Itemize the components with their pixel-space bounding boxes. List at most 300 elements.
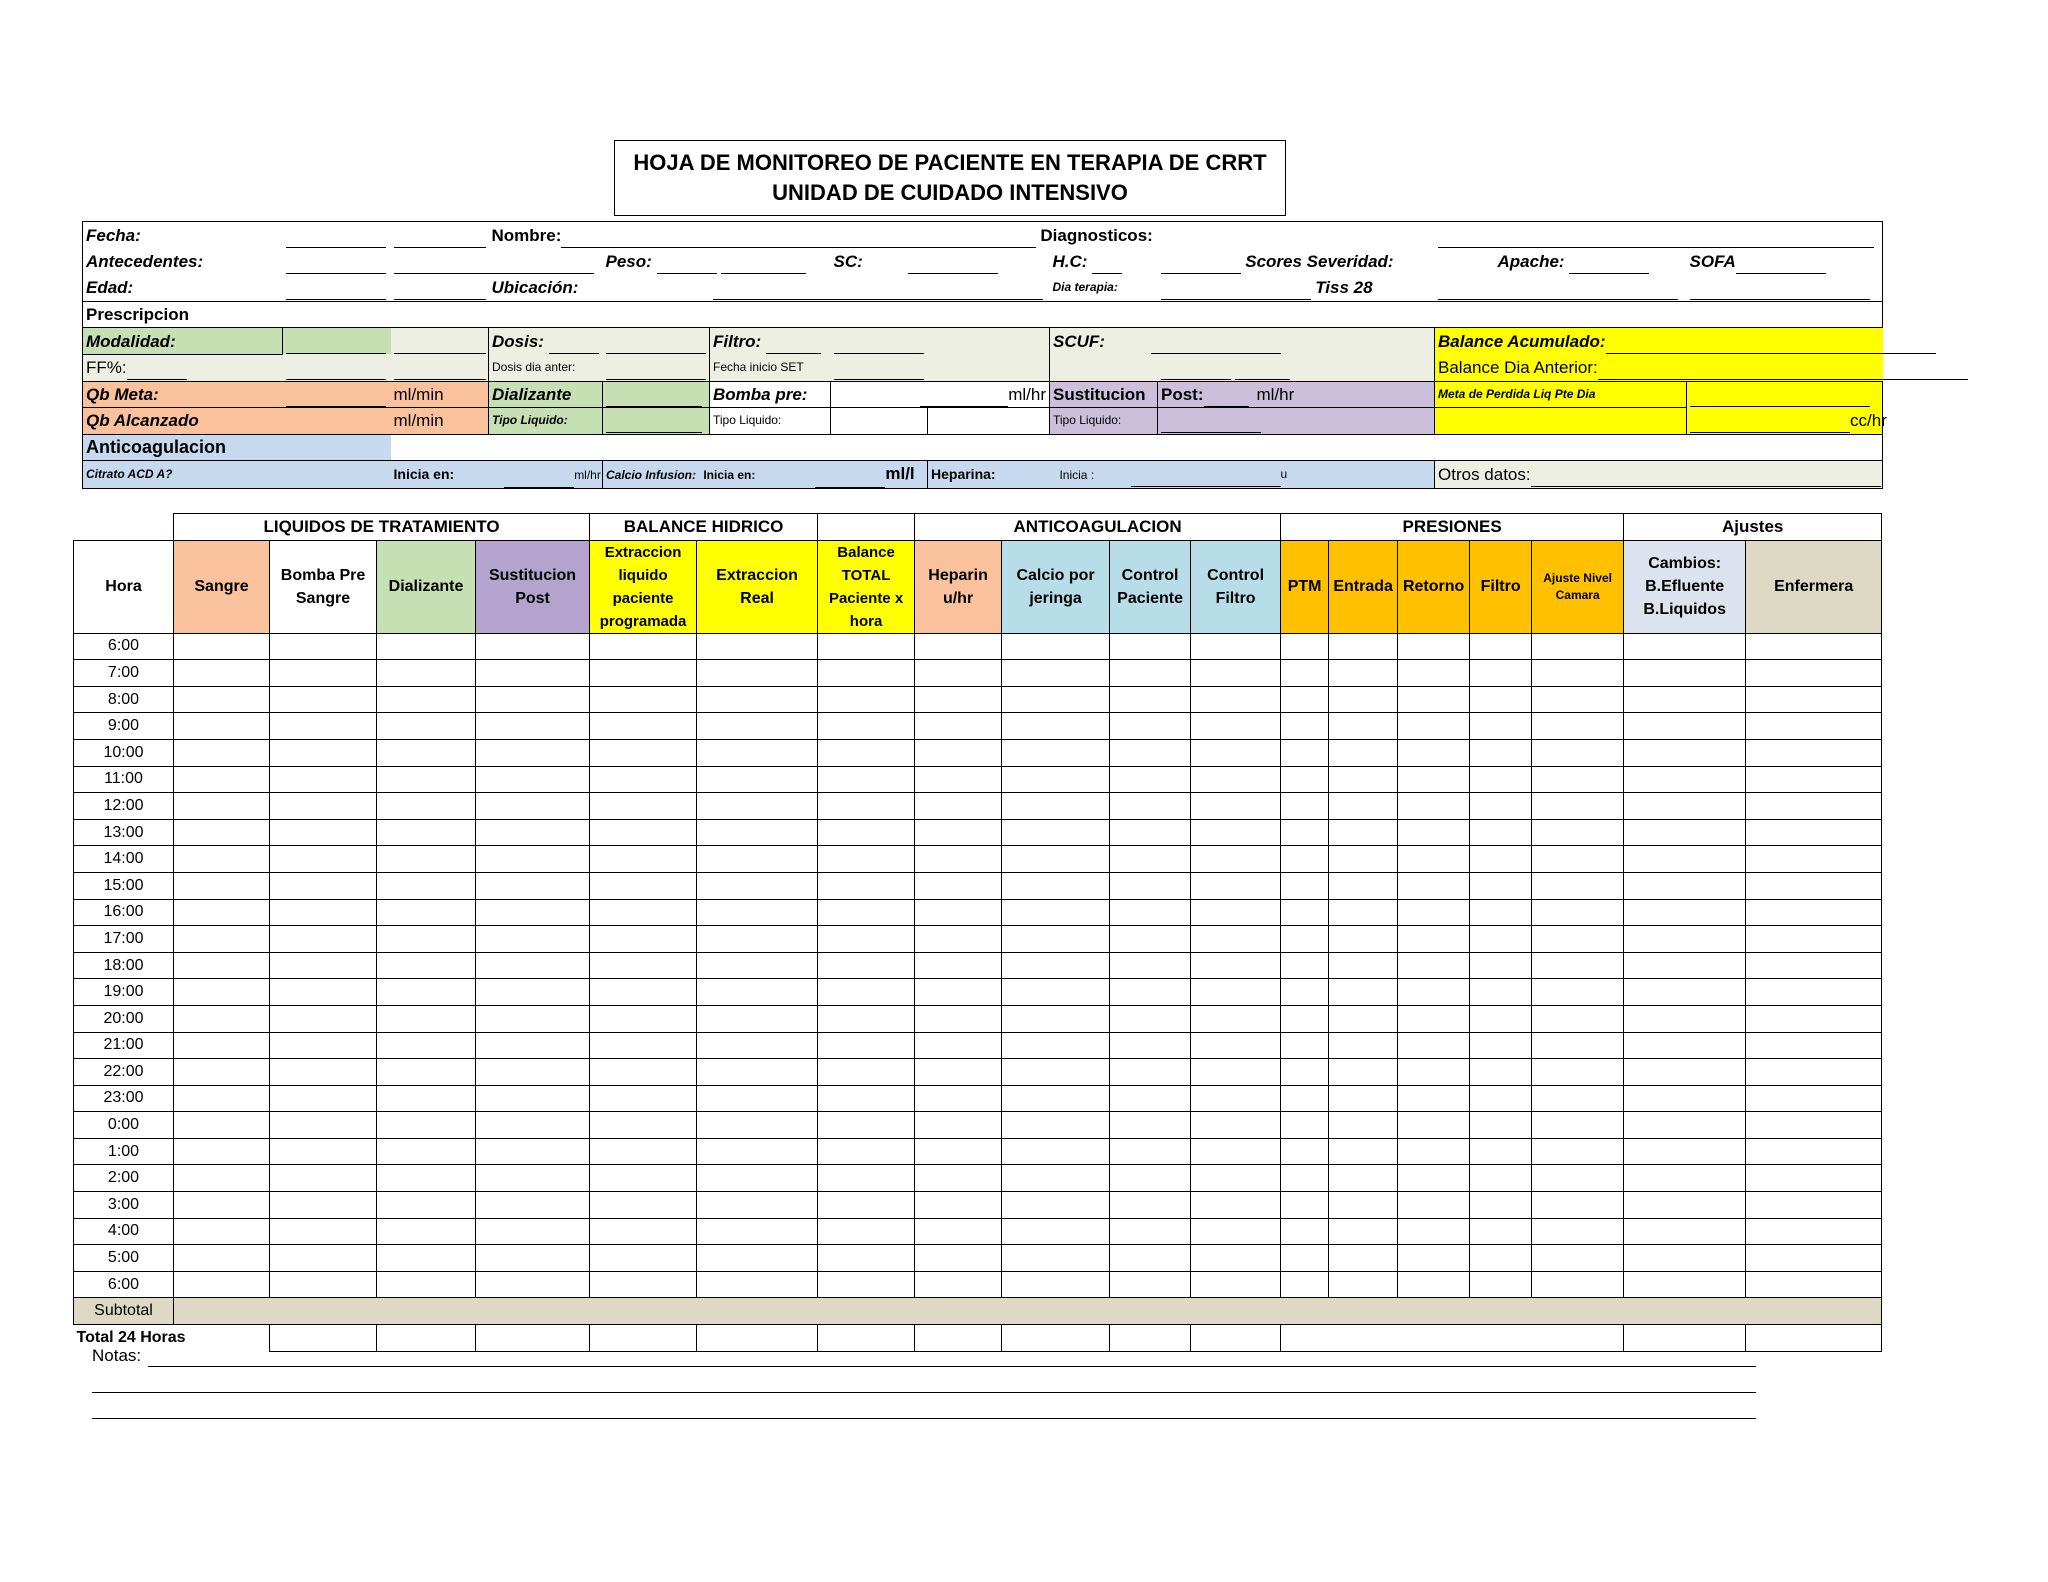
hour-cell[interactable] [1532, 713, 1624, 740]
hour-cell[interactable] [1329, 872, 1398, 899]
hour-cell[interactable] [818, 872, 915, 899]
hour-cell[interactable] [590, 1032, 697, 1059]
hour-cell[interactable] [1398, 739, 1470, 766]
hour-cell[interactable] [590, 846, 697, 873]
hour-cell[interactable] [1624, 660, 1746, 687]
hour-cell[interactable] [1110, 899, 1191, 926]
hour-cell[interactable] [915, 872, 1002, 899]
hour-cell[interactable] [818, 1112, 915, 1139]
hour-cell[interactable] [697, 793, 818, 820]
hour-cell[interactable] [1281, 686, 1329, 713]
hour-cell[interactable] [1532, 1192, 1624, 1219]
hour-cell[interactable] [1398, 633, 1470, 660]
total-cell[interactable] [476, 1325, 590, 1352]
tipo-liquido-field-1[interactable] [606, 414, 702, 433]
hour-cell[interactable] [1281, 1032, 1329, 1059]
total-cell[interactable] [1191, 1325, 1281, 1352]
hour-cell[interactable] [1281, 926, 1329, 953]
hour-cell[interactable] [915, 979, 1002, 1006]
hour-cell[interactable] [1002, 633, 1110, 660]
hour-cell[interactable] [1398, 1271, 1470, 1298]
meta-perdida-cchr-field[interactable] [1690, 414, 1850, 433]
hour-cell[interactable] [1746, 766, 1882, 793]
hour-cell[interactable] [1110, 1085, 1191, 1112]
hour-cell[interactable] [697, 872, 818, 899]
hour-cell[interactable] [1281, 739, 1329, 766]
hour-cell[interactable] [476, 660, 590, 687]
hour-cell[interactable] [1002, 1218, 1110, 1245]
hour-cell[interactable] [1281, 793, 1329, 820]
hour-cell[interactable] [174, 1192, 270, 1219]
hour-cell[interactable] [1532, 926, 1624, 953]
hour-cell[interactable] [697, 1218, 818, 1245]
antecedentes-field-2[interactable] [394, 255, 594, 274]
hour-cell[interactable] [1329, 713, 1398, 740]
hour-cell[interactable] [1624, 1085, 1746, 1112]
hour-cell[interactable] [1470, 1271, 1532, 1298]
hour-cell[interactable] [377, 686, 476, 713]
hour-cell[interactable] [1281, 899, 1329, 926]
post-field[interactable] [1204, 388, 1249, 407]
hour-cell[interactable] [590, 713, 697, 740]
sofa-field[interactable] [1736, 255, 1826, 274]
hour-cell[interactable] [1746, 686, 1882, 713]
hour-cell[interactable] [1110, 952, 1191, 979]
hour-cell[interactable] [1002, 1059, 1110, 1086]
dializante-field[interactable] [606, 388, 702, 407]
hour-cell[interactable] [174, 1112, 270, 1139]
hour-cell[interactable] [697, 1245, 818, 1272]
hour-cell[interactable] [818, 846, 915, 873]
hour-cell[interactable] [377, 660, 476, 687]
modalidad-field[interactable] [286, 335, 386, 354]
hour-cell[interactable] [1470, 766, 1532, 793]
hour-cell[interactable] [174, 633, 270, 660]
hour-cell[interactable] [1281, 1218, 1329, 1245]
hour-cell[interactable] [697, 899, 818, 926]
hour-cell[interactable] [1329, 1085, 1398, 1112]
hour-cell[interactable] [377, 1245, 476, 1272]
hour-cell[interactable] [270, 633, 377, 660]
hour-cell[interactable] [1532, 1271, 1624, 1298]
hour-cell[interactable] [1624, 872, 1746, 899]
hour-cell[interactable] [818, 1271, 915, 1298]
hour-cell[interactable] [1746, 1005, 1882, 1032]
hour-cell[interactable] [1281, 713, 1329, 740]
hour-cell[interactable] [1002, 1271, 1110, 1298]
hour-cell[interactable] [697, 766, 818, 793]
hour-cell[interactable] [476, 1005, 590, 1032]
hour-cell[interactable] [1110, 1032, 1191, 1059]
hour-cell[interactable] [1191, 660, 1281, 687]
hour-cell[interactable] [1002, 713, 1110, 740]
hour-cell[interactable] [270, 1112, 377, 1139]
hour-cell[interactable] [1398, 926, 1470, 953]
total-cell[interactable] [1002, 1325, 1110, 1352]
hour-cell[interactable] [270, 1245, 377, 1272]
notes-line-1[interactable] [148, 1366, 1756, 1367]
hour-cell[interactable] [590, 633, 697, 660]
hour-cell[interactable] [1624, 979, 1746, 1006]
hour-cell[interactable] [476, 846, 590, 873]
hour-cell[interactable] [1624, 686, 1746, 713]
edad-field-2[interactable] [394, 281, 486, 300]
hour-cell[interactable] [1470, 1192, 1532, 1219]
hour-cell[interactable] [1470, 713, 1532, 740]
hour-cell[interactable] [174, 899, 270, 926]
hour-cell[interactable] [1002, 1245, 1110, 1272]
hour-cell[interactable] [1110, 713, 1191, 740]
hour-cell[interactable] [818, 1005, 915, 1032]
hour-cell[interactable] [1191, 1165, 1281, 1192]
hour-cell[interactable] [1329, 1005, 1398, 1032]
hour-cell[interactable] [1470, 979, 1532, 1006]
hour-cell[interactable] [1398, 952, 1470, 979]
hour-cell[interactable] [915, 1112, 1002, 1139]
hour-cell[interactable] [270, 1271, 377, 1298]
hour-cell[interactable] [590, 1138, 697, 1165]
hour-cell[interactable] [377, 872, 476, 899]
hour-cell[interactable] [270, 766, 377, 793]
hour-cell[interactable] [1746, 1112, 1882, 1139]
dia-terapia-field[interactable] [1161, 281, 1311, 300]
hour-cell[interactable] [476, 766, 590, 793]
hour-cell[interactable] [1532, 1165, 1624, 1192]
fecha-field[interactable] [286, 229, 386, 248]
hour-cell[interactable] [1002, 899, 1110, 926]
hour-cell[interactable] [377, 952, 476, 979]
hour-cell[interactable] [1110, 979, 1191, 1006]
hour-cell[interactable] [1191, 926, 1281, 953]
total-cell[interactable] [1110, 1325, 1191, 1352]
diagnosticos-field[interactable] [1438, 229, 1874, 248]
hour-cell[interactable] [174, 713, 270, 740]
hour-cell[interactable] [1281, 1005, 1329, 1032]
hour-cell[interactable] [1110, 1245, 1191, 1272]
scuf-field-3[interactable] [1235, 361, 1290, 380]
hour-cell[interactable] [377, 899, 476, 926]
hour-cell[interactable] [915, 899, 1002, 926]
hour-cell[interactable] [590, 1165, 697, 1192]
hour-cell[interactable] [1470, 872, 1532, 899]
hour-cell[interactable] [915, 1218, 1002, 1245]
hour-cell[interactable] [1191, 1245, 1281, 1272]
hour-cell[interactable] [1532, 1112, 1624, 1139]
hour-cell[interactable] [1329, 739, 1398, 766]
hour-cell[interactable] [476, 952, 590, 979]
hour-cell[interactable] [1281, 846, 1329, 873]
hour-cell[interactable] [915, 926, 1002, 953]
hour-cell[interactable] [1624, 819, 1746, 846]
hour-cell[interactable] [476, 1112, 590, 1139]
hour-cell[interactable] [174, 846, 270, 873]
hour-cell[interactable] [476, 1138, 590, 1165]
hour-cell[interactable] [915, 819, 1002, 846]
hour-cell[interactable] [818, 899, 915, 926]
hour-cell[interactable] [818, 766, 915, 793]
hour-cell[interactable] [1532, 846, 1624, 873]
hour-cell[interactable] [1281, 1192, 1329, 1219]
hour-cell[interactable] [915, 1032, 1002, 1059]
hour-cell[interactable] [377, 713, 476, 740]
apache-field[interactable] [1569, 255, 1649, 274]
hour-cell[interactable] [270, 846, 377, 873]
hour-cell[interactable] [697, 660, 818, 687]
scuf-field[interactable] [1151, 335, 1281, 354]
hour-cell[interactable] [1470, 793, 1532, 820]
hour-cell[interactable] [1532, 819, 1624, 846]
hour-cell[interactable] [476, 1085, 590, 1112]
hour-cell[interactable] [1746, 1085, 1882, 1112]
hour-cell[interactable] [1398, 1245, 1470, 1272]
hour-cell[interactable] [377, 846, 476, 873]
hour-cell[interactable] [590, 1271, 697, 1298]
hour-cell[interactable] [1191, 819, 1281, 846]
hour-cell[interactable] [1329, 1138, 1398, 1165]
hour-cell[interactable] [1002, 1165, 1110, 1192]
hour-cell[interactable] [697, 1192, 818, 1219]
hour-cell[interactable] [915, 1192, 1002, 1219]
hour-cell[interactable] [1281, 979, 1329, 1006]
hour-cell[interactable] [1746, 899, 1882, 926]
hour-cell[interactable] [476, 1032, 590, 1059]
hour-cell[interactable] [1329, 1032, 1398, 1059]
hour-cell[interactable] [1281, 1112, 1329, 1139]
hour-cell[interactable] [377, 926, 476, 953]
hour-cell[interactable] [476, 819, 590, 846]
hour-cell[interactable] [1624, 1138, 1746, 1165]
hour-cell[interactable] [1191, 872, 1281, 899]
hour-cell[interactable] [590, 819, 697, 846]
hour-cell[interactable] [1470, 1005, 1532, 1032]
hour-cell[interactable] [1329, 1112, 1398, 1139]
filtro-field-2[interactable] [834, 335, 924, 354]
hour-cell[interactable] [1110, 872, 1191, 899]
hour-cell[interactable] [915, 952, 1002, 979]
hour-cell[interactable] [590, 660, 697, 687]
hour-cell[interactable] [590, 1005, 697, 1032]
scuf-field-2[interactable] [1161, 361, 1231, 380]
hour-cell[interactable] [1746, 846, 1882, 873]
hour-cell[interactable] [1746, 713, 1882, 740]
hour-cell[interactable] [476, 739, 590, 766]
hour-cell[interactable] [590, 1085, 697, 1112]
hour-cell[interactable] [1470, 1218, 1532, 1245]
hour-cell[interactable] [1002, 846, 1110, 873]
hour-cell[interactable] [1624, 713, 1746, 740]
fecha-field-2[interactable] [394, 229, 486, 248]
hour-cell[interactable] [590, 739, 697, 766]
hour-cell[interactable] [1329, 1245, 1398, 1272]
hour-cell[interactable] [476, 1218, 590, 1245]
hour-cell[interactable] [174, 1032, 270, 1059]
hour-cell[interactable] [174, 819, 270, 846]
hour-cell[interactable] [697, 1112, 818, 1139]
meta-perdida-field[interactable] [1690, 388, 1870, 407]
hour-cell[interactable] [174, 1059, 270, 1086]
hour-cell[interactable] [697, 1165, 818, 1192]
hour-cell[interactable] [1398, 1112, 1470, 1139]
hour-cell[interactable] [1624, 926, 1746, 953]
hour-cell[interactable] [1191, 1138, 1281, 1165]
hour-cell[interactable] [915, 1005, 1002, 1032]
hour-cell[interactable] [476, 793, 590, 820]
hour-cell[interactable] [377, 979, 476, 1006]
hour-cell[interactable] [1002, 1085, 1110, 1112]
hour-cell[interactable] [476, 1059, 590, 1086]
hour-cell[interactable] [1470, 846, 1532, 873]
filtro-field[interactable] [766, 335, 821, 354]
hour-cell[interactable] [590, 952, 697, 979]
hour-cell[interactable] [476, 1192, 590, 1219]
hour-cell[interactable] [1002, 739, 1110, 766]
hour-cell[interactable] [1532, 660, 1624, 687]
hour-cell[interactable] [476, 1271, 590, 1298]
hour-cell[interactable] [1470, 633, 1532, 660]
hour-cell[interactable] [1624, 793, 1746, 820]
hour-cell[interactable] [818, 713, 915, 740]
hour-cell[interactable] [1746, 1218, 1882, 1245]
hour-cell[interactable] [1110, 846, 1191, 873]
hour-cell[interactable] [697, 1059, 818, 1086]
hour-cell[interactable] [915, 1059, 1002, 1086]
hour-cell[interactable] [1110, 1138, 1191, 1165]
hour-cell[interactable] [1624, 1112, 1746, 1139]
hour-cell[interactable] [1470, 1085, 1532, 1112]
hour-cell[interactable] [1746, 633, 1882, 660]
hour-cell[interactable] [697, 952, 818, 979]
hour-cell[interactable] [1002, 952, 1110, 979]
hour-cell[interactable] [1002, 872, 1110, 899]
hour-cell[interactable] [377, 1059, 476, 1086]
hour-cell[interactable] [1281, 872, 1329, 899]
hour-cell[interactable] [1746, 952, 1882, 979]
hour-cell[interactable] [818, 1192, 915, 1219]
hour-cell[interactable] [1624, 1059, 1746, 1086]
hour-cell[interactable] [1329, 819, 1398, 846]
hour-cell[interactable] [818, 660, 915, 687]
hour-cell[interactable] [1281, 1245, 1329, 1272]
hour-cell[interactable] [174, 660, 270, 687]
hour-cell[interactable] [1398, 1192, 1470, 1219]
tiss-field[interactable] [1438, 281, 1678, 300]
hour-cell[interactable] [377, 1032, 476, 1059]
hour-cell[interactable] [174, 1085, 270, 1112]
hour-cell[interactable] [1532, 1245, 1624, 1272]
hour-cell[interactable] [1191, 1005, 1281, 1032]
hour-cell[interactable] [818, 1059, 915, 1086]
hour-cell[interactable] [377, 1192, 476, 1219]
hour-cell[interactable] [1191, 899, 1281, 926]
hour-cell[interactable] [1398, 660, 1470, 687]
hour-cell[interactable] [1110, 1192, 1191, 1219]
hour-cell[interactable] [697, 819, 818, 846]
hour-cell[interactable] [476, 1165, 590, 1192]
hour-cell[interactable] [818, 1085, 915, 1112]
hour-cell[interactable] [697, 1138, 818, 1165]
dosis-field-2[interactable] [606, 335, 706, 354]
hour-cell[interactable] [1624, 1032, 1746, 1059]
hour-cell[interactable] [1110, 926, 1191, 953]
hour-cell[interactable] [590, 872, 697, 899]
hour-cell[interactable] [818, 1032, 915, 1059]
hour-cell[interactable] [590, 686, 697, 713]
hour-cell[interactable] [1110, 1165, 1191, 1192]
edad-field[interactable] [286, 281, 386, 300]
hour-cell[interactable] [1470, 660, 1532, 687]
hour-cell[interactable] [697, 739, 818, 766]
total-cell[interactable] [1624, 1325, 1746, 1352]
hour-cell[interactable] [1002, 819, 1110, 846]
hour-cell[interactable] [1398, 819, 1470, 846]
balance-acumulado-field[interactable] [1606, 335, 1936, 354]
hour-cell[interactable] [1191, 713, 1281, 740]
hour-cell[interactable] [1746, 979, 1882, 1006]
hour-cell[interactable] [1398, 1138, 1470, 1165]
hour-cell[interactable] [590, 1218, 697, 1245]
hour-cell[interactable] [1746, 1271, 1882, 1298]
hour-cell[interactable] [818, 793, 915, 820]
hour-cell[interactable] [697, 686, 818, 713]
hour-cell[interactable] [1191, 793, 1281, 820]
hour-cell[interactable] [1470, 1032, 1532, 1059]
hour-cell[interactable] [590, 793, 697, 820]
hour-cell[interactable] [174, 686, 270, 713]
hour-cell[interactable] [1398, 1085, 1470, 1112]
hour-cell[interactable] [377, 819, 476, 846]
hour-cell[interactable] [1110, 660, 1191, 687]
hour-cell[interactable] [1329, 899, 1398, 926]
hour-cell[interactable] [1470, 952, 1532, 979]
hour-cell[interactable] [1398, 979, 1470, 1006]
hour-cell[interactable] [1398, 1032, 1470, 1059]
hour-cell[interactable] [1624, 739, 1746, 766]
hour-cell[interactable] [1002, 1112, 1110, 1139]
hour-cell[interactable] [1624, 1245, 1746, 1272]
hour-cell[interactable] [174, 926, 270, 953]
hour-cell[interactable] [174, 979, 270, 1006]
hour-cell[interactable] [1398, 766, 1470, 793]
hour-cell[interactable] [818, 1218, 915, 1245]
hour-cell[interactable] [1110, 1005, 1191, 1032]
hour-cell[interactable] [1281, 660, 1329, 687]
hour-cell[interactable] [1110, 766, 1191, 793]
hour-cell[interactable] [1110, 1218, 1191, 1245]
hour-cell[interactable] [697, 926, 818, 953]
hour-cell[interactable] [270, 1032, 377, 1059]
ff-field[interactable] [127, 361, 187, 380]
hour-cell[interactable] [1281, 1271, 1329, 1298]
total-cell[interactable] [590, 1325, 697, 1352]
hour-cell[interactable] [1110, 1271, 1191, 1298]
peso-field[interactable] [657, 255, 717, 274]
hour-cell[interactable] [377, 1165, 476, 1192]
hour-cell[interactable] [1624, 952, 1746, 979]
hour-cell[interactable] [1398, 1165, 1470, 1192]
hour-cell[interactable] [1002, 686, 1110, 713]
otros-datos-field[interactable] [1531, 468, 1881, 487]
hour-cell[interactable] [1470, 739, 1532, 766]
hour-cell[interactable] [1329, 660, 1398, 687]
hour-cell[interactable] [1329, 793, 1398, 820]
hour-cell[interactable] [1624, 766, 1746, 793]
hour-cell[interactable] [1398, 1218, 1470, 1245]
hour-cell[interactable] [377, 1112, 476, 1139]
hour-cell[interactable] [1281, 766, 1329, 793]
hour-cell[interactable] [1329, 1165, 1398, 1192]
hour-cell[interactable] [1191, 739, 1281, 766]
hour-cell[interactable] [1532, 979, 1624, 1006]
